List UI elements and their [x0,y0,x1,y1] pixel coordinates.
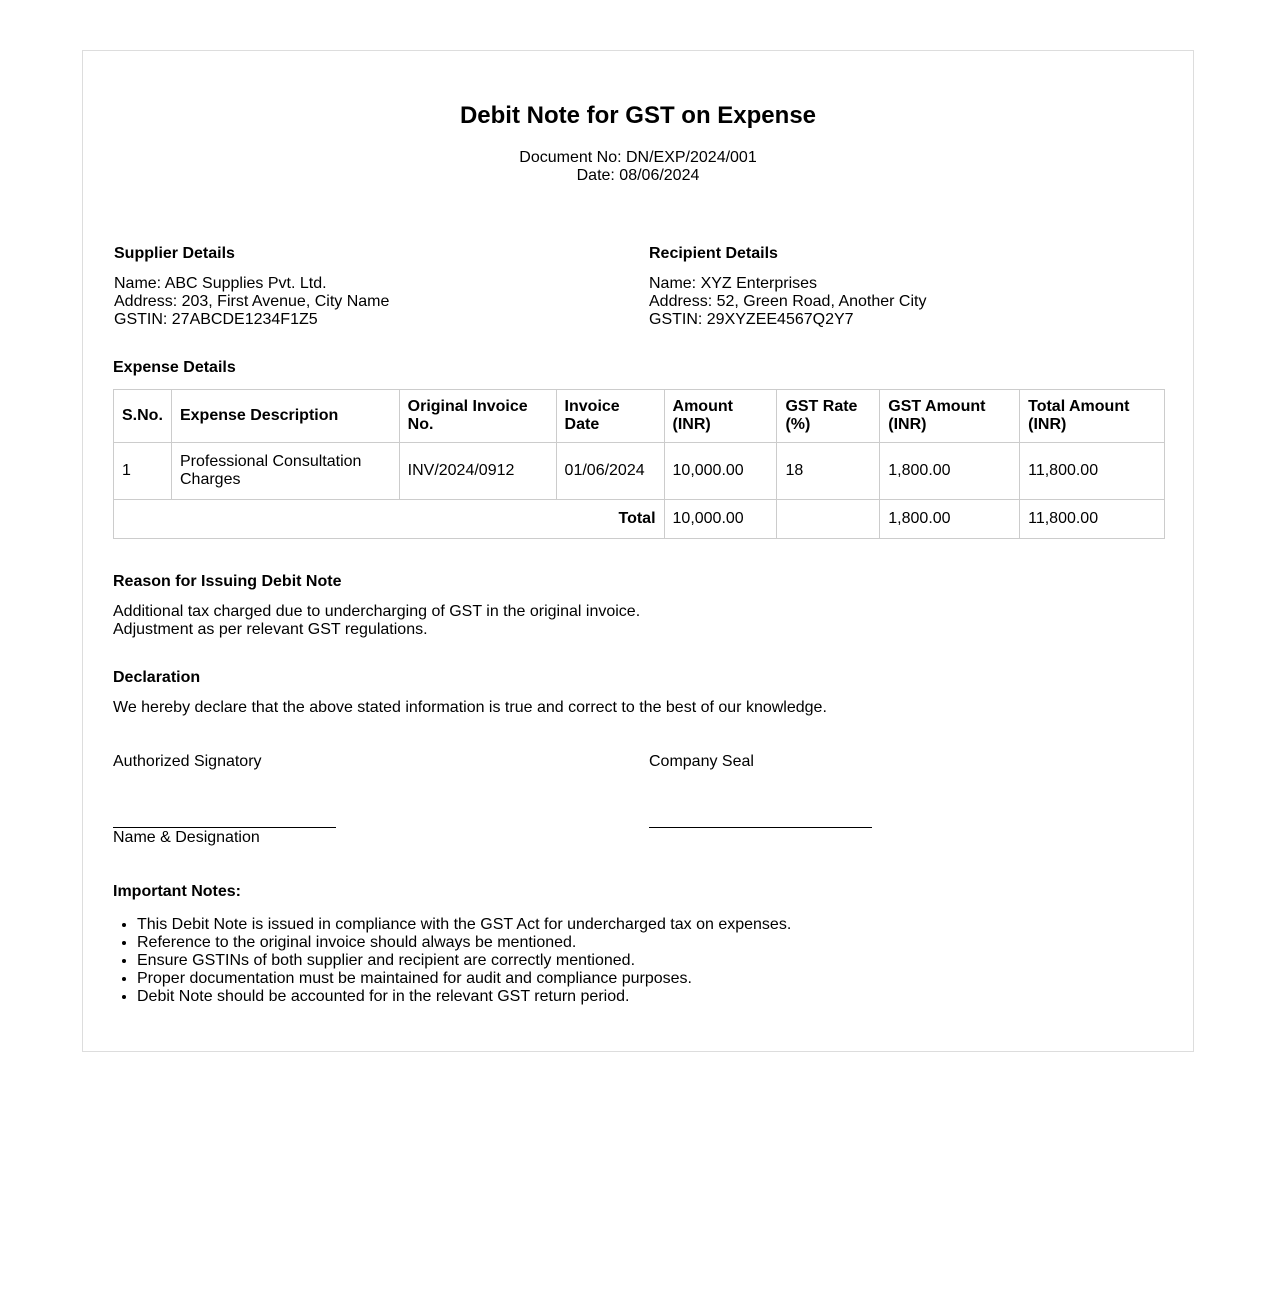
declaration-text: We hereby declare that the above stated information is true and correct to the best of our knowledge. [113,699,827,716]
document-date: Date: 08/06/2024 [576,167,700,184]
column-header-invoice-date: Invoice Date [556,390,664,443]
total-gst-rate [777,500,880,539]
recipient-name: Name: XYZ Enterprises [649,275,818,292]
list-item: • Ensure GSTINs of both supplier and recipient are correctly mentioned. [137,952,791,970]
list-item: • Proper documentation must be maintained for audit and compliance purposes. [137,970,791,988]
supplier-details [114,275,389,329]
authorized-signatory-label: Authorized Signatory [113,753,262,770]
total-amount: 10,000.00 [664,500,777,539]
debit-note-document [82,50,1194,1052]
list-item: • Reference to the original invoice should always be mentioned. [137,934,791,952]
column-header-total-amount: Total Amount (INR) [1020,390,1165,443]
reason-heading: Reason for Issuing Debit Note [113,573,342,590]
supplier-heading: Supplier Details [114,245,235,262]
cell-invoice-no: INV/2024/0912 [399,443,556,500]
total-label: Total [114,500,665,539]
table-row [114,443,1165,500]
cell-invoice-date: 01/06/2024 [556,443,664,500]
recipient-heading: Recipient Details [649,245,778,262]
recipient-details [649,275,926,329]
supplier-name: Name: ABC Supplies Pvt. Ltd. [114,275,327,292]
column-header-sno: S.No. [114,390,172,443]
column-header-gst-rate: GST Rate (%) [777,390,880,443]
supplier-gstin: GSTIN: 27ABCDE1234F1Z5 [114,311,318,328]
company-seal-label: Company Seal [649,753,754,770]
table-total-row [114,500,1165,539]
total-gst-amount: 1,800.00 [880,500,1020,539]
document-number: Document No: DN/EXP/2024/001 [519,149,757,166]
document-meta [83,149,1193,185]
expense-table [113,389,1165,539]
notes-list [113,916,791,1006]
expense-heading: Expense Details [113,359,236,376]
cell-sno: 1 [114,443,172,500]
name-designation-label: Name & Designation [113,829,260,846]
seal-line [649,827,872,828]
document-title: Debit Note for GST on Expense [459,102,817,129]
reason-line-2: Adjustment as per relevant GST regulations. [113,621,428,638]
total-grand: 11,800.00 [1020,500,1165,539]
signature-line [113,827,336,828]
cell-description: Professional Consultation Charges [171,443,399,500]
cell-amount: 10,000.00 [664,443,777,500]
list-item: • Debit Note should be accounted for in the relevant GST return period. [137,988,791,1006]
notes-heading: Important Notes: [113,883,241,900]
list-item: • This Debit Note is issued in compliance with the GST Act for undercharged tax on expenses. [137,916,791,934]
recipient-gstin: GSTIN: 29XYZEE4567Q2Y7 [649,311,854,328]
cell-gst-rate: 18 [777,443,880,500]
reason-text [113,603,640,639]
reason-line-1: Additional tax charged due to undercharging of GST in the original invoice. [113,603,641,620]
cell-total: 11,800.00 [1020,443,1165,500]
supplier-address: Address: 203, First Avenue, City Name [114,293,390,310]
recipient-address: Address: 52, Green Road, Another City [649,293,927,310]
column-header-gst-amount: GST Amount (INR) [880,390,1020,443]
cell-gst-amount: 1,800.00 [880,443,1020,500]
column-header-invoice-no: Original Invoice No. [399,390,556,443]
table-header-row [114,390,1165,443]
column-header-amount: Amount (INR) [664,390,777,443]
column-header-description: Expense Description [171,390,399,443]
declaration-heading: Declaration [113,669,201,686]
